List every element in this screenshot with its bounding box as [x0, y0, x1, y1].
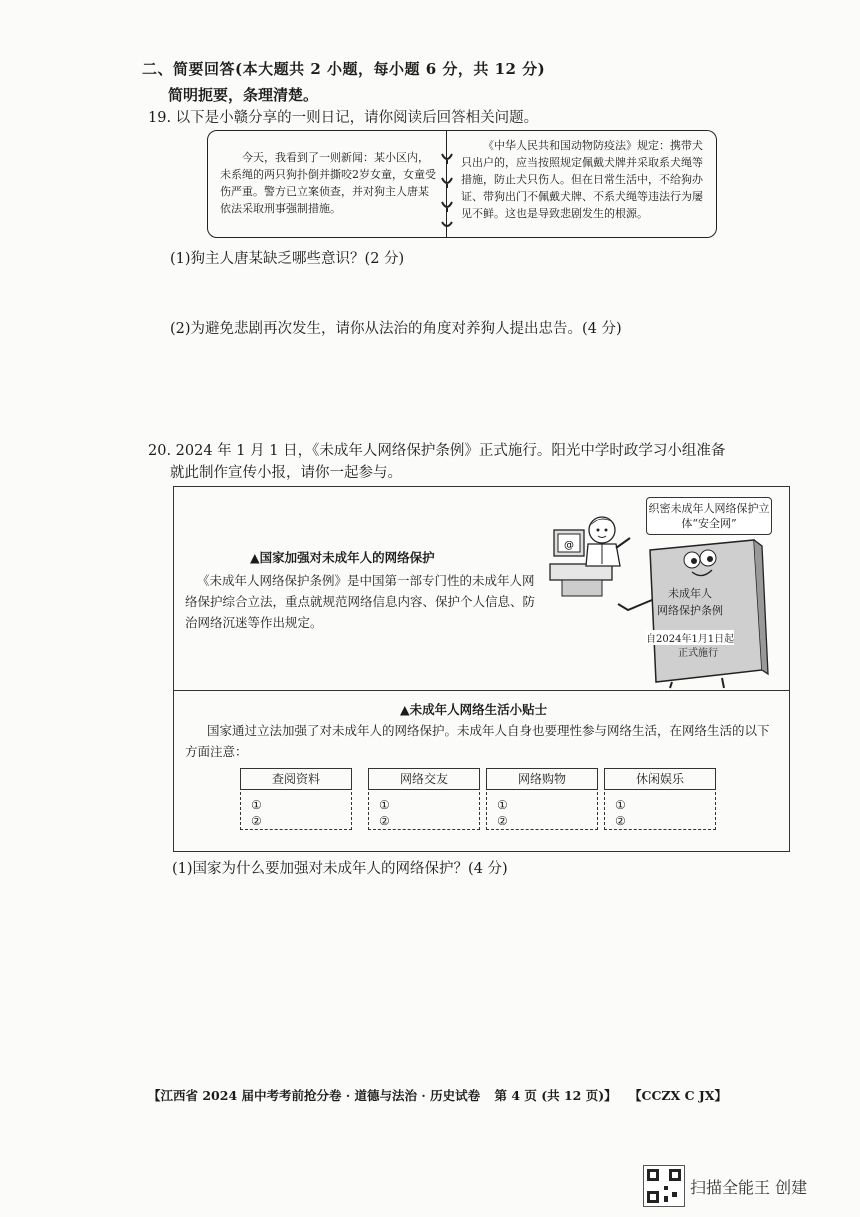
- tip-box-shopping: [486, 768, 598, 830]
- tip-box-leisure: [604, 768, 716, 830]
- question-19-stem: 19. 以下是小赣分享的一则日记，请你阅读后回答相关问题。: [148, 110, 539, 126]
- diary-right-page: 《中华人民共和国动物防疫法》规定：携带犬只出户的，应当按照规定佩戴犬牌并采取系犬绳等措施，防止犬只伤人。但在日常生活中，不给狗办证、带狗出门不佩戴犬牌、不系犬绳等违法行为屡见不鲜。这也是导致悲剧发生的根源。: [447, 130, 717, 238]
- question-19-part-2: (2)为避免悲剧再次发生，请你从法治的角度对养狗人提出忠告。(4 分): [170, 321, 622, 337]
- question-20-line-2: 就此制作宣传小报，请你一起参与。: [170, 465, 402, 481]
- svg-text:@: @: [564, 540, 574, 551]
- qr-code-icon: [643, 1165, 685, 1207]
- page-footer: [148, 1086, 727, 1104]
- question-20-line-1: 20. 2024 年 1 月 1 日，《未成年人网络保护条例》正式施行。阳光中学时政学习小组准备: [148, 443, 726, 459]
- tip-mark-1: ①: [251, 798, 262, 812]
- diary-box: [207, 130, 717, 240]
- diary-left-page: 今天，我看到了一则新闻：某小区内，未系绳的两只狗扑倒并撕咬2岁女童，女童受伤严重。警方已立案侦查，并对狗主人唐某依法采取刑事强制措施。: [207, 130, 447, 238]
- book-title-line-2: 网络保护条例: [657, 604, 723, 617]
- question-19-part-1: (1)狗主人唐某缺乏哪些意识？(2 分): [170, 251, 405, 267]
- tip-label: 休闲娱乐: [604, 768, 716, 790]
- tip-mark-2: ②: [379, 814, 390, 828]
- scanner-watermark: 扫描全能王 创建: [690, 1178, 808, 1197]
- tip-box-friends: [368, 768, 480, 830]
- tip-mark-1: ①: [379, 798, 390, 812]
- book-date-line-1: 自2024年1月1日起: [646, 630, 734, 645]
- panel-2-title: ▲未成年人网络生活小贴士: [400, 702, 548, 717]
- binder-rings-icon: [439, 150, 455, 230]
- tip-mark-1: ①: [615, 798, 626, 812]
- footer-page-number: 第 4 页 (共 12 页)】: [494, 1088, 617, 1103]
- newspaper-divider: [173, 690, 790, 691]
- panel-2-text: 国家通过立法加强了对未成年人的网络保护。未成年人自身也要理性参与网络生活，在网络生活的以下方面注意：: [185, 723, 770, 759]
- tip-mark-2: ②: [615, 814, 626, 828]
- section-instruction: 简明扼要，条理清楚。: [168, 86, 319, 104]
- tip-box-research: [240, 768, 352, 830]
- footer-code: 【CCZX C JX】: [629, 1088, 728, 1103]
- tip-label: 网络购物: [486, 768, 598, 790]
- tip-mark-2: ②: [497, 814, 508, 828]
- tip-mark-2: ②: [251, 814, 262, 828]
- tip-label: 网络交友: [368, 768, 480, 790]
- book-date-line-2: 正式施行: [678, 648, 718, 659]
- question-20-stem: [148, 440, 788, 484]
- panel-1-title: ▲国家加强对未成年人的网络保护: [250, 550, 435, 565]
- section-title: 二、简要回答(本大题共 2 小题，每小题 6 分，共 12 分): [142, 60, 546, 78]
- panel-1-text: 《未成年人网络保护条例》是中国第一部专门性的未成年人网络保护综合立法，重点就规范网络信息内容、保护个人信息、防治网络沉迷等作出规定。: [185, 573, 536, 630]
- book-title-line-1: 未成年人: [668, 587, 712, 600]
- footer-exam-title: 【江西省 2024 届中考考前抢分卷 · 道德与法治 · 历史试卷: [148, 1088, 481, 1103]
- question-20-part-1: (1)国家为什么要加强对未成年人的网络保护？(4 分): [172, 861, 508, 877]
- tip-mark-1: ①: [497, 798, 508, 812]
- speech-bubble: 织密未成年人网络保护立体“安全网”: [646, 497, 772, 535]
- tip-label: 查阅资料: [240, 768, 352, 790]
